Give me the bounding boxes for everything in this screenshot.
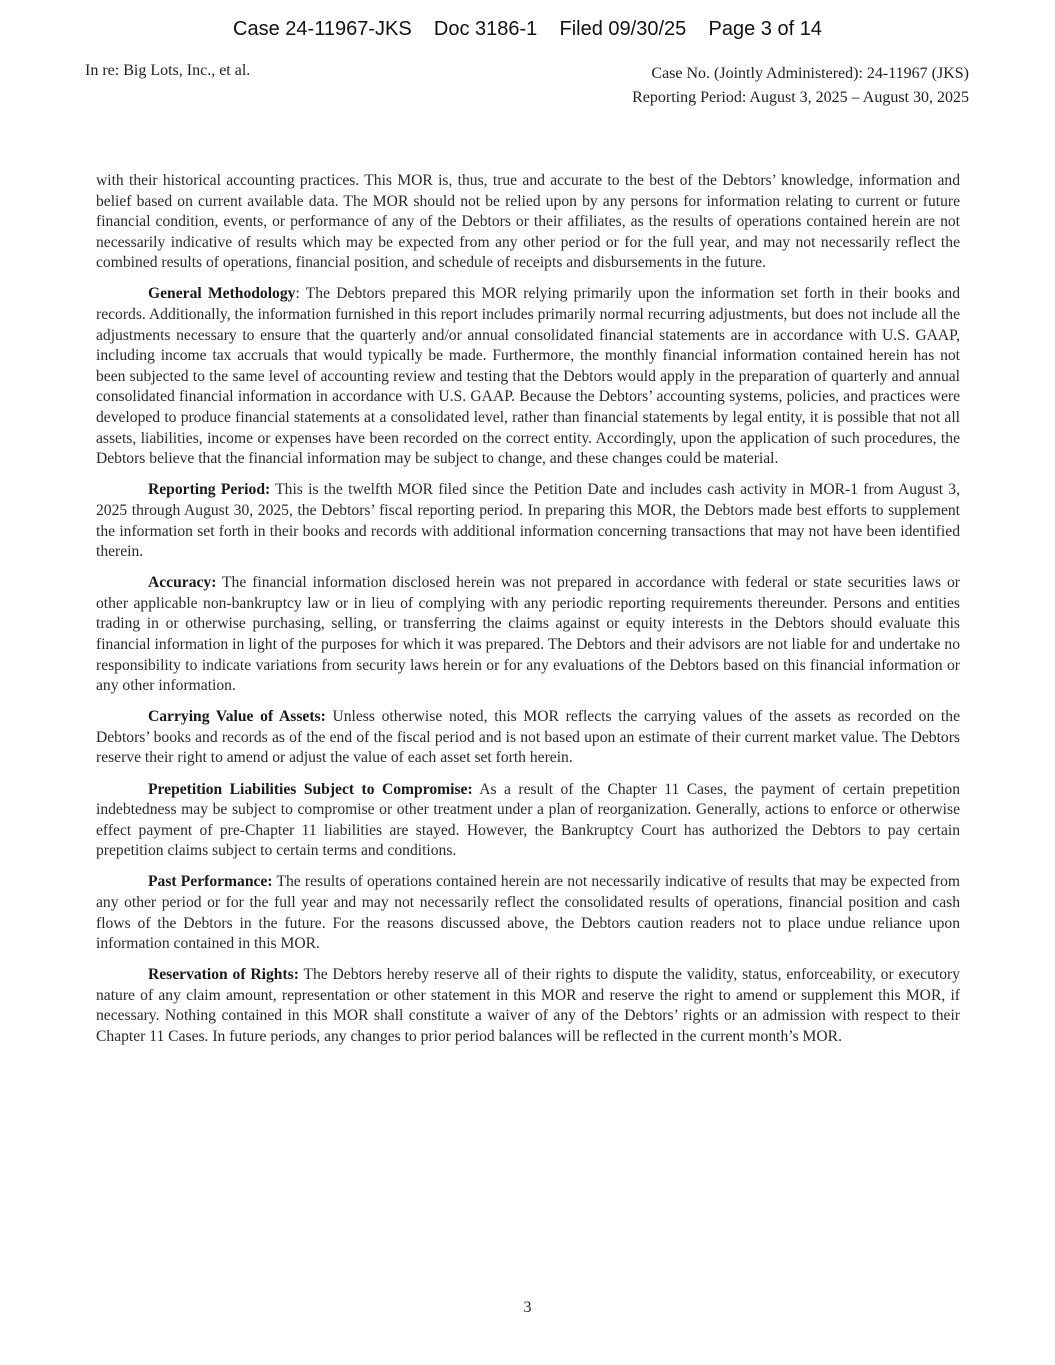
paragraph-text: As a result of the Chapter 11 Cases, the payment of certain prepetition indebtedness may be subject to compromise or other treatment under a plan of reorganization. Generally, actions to enforce or otherwise effect payment of pre-Chapter 11 liabilities are stayed. However, the Bankruptcy Court has authorized the Debtors to pay certain prepetition claims subject to certain terms and conditions.: [96, 780, 960, 860]
paragraph-heading: Past Performance:: [148, 873, 273, 891]
paragraph-text: with their historical accounting practices. This MOR is, thus, true and accurate to the best of the Debtors’ knowledge, information and belief based on current available data. The MOR should not be relied upon by any persons for information relating to current or future financial condition, events, or performance of any of the Debtors or their affiliates, as the results of operations contained herein are not necessarily indicative of results which may be expected from any other period or for the full year, and may not necessarily reflect the combined results of operations, financial position, and schedule of receipts and disbursements in the future.: [96, 172, 960, 272]
paragraph-heading: General Methodology: [148, 285, 296, 303]
paragraph-heading: Prepetition Liabilities Subject to Compromise:: [148, 780, 473, 798]
case-info-header: [632, 62, 969, 110]
paragraph-general-methodology: [96, 284, 960, 469]
page-number: 3: [523, 1299, 532, 1316]
paragraph-text: Unless otherwise noted, this MOR reflects the carrying values of the assets as recorded on the Debtors’ books and records as of the end of the fiscal period and is not based upon an estimate of their current market value. The Debtors reserve their right to amend or adjust the value of each asset set forth herein.: [96, 708, 960, 767]
paragraph-carrying-value: [96, 707, 960, 769]
case-number: Case No. (Jointly Administered): 24-11967 (JKS): [651, 65, 969, 82]
paragraph-continuation: [96, 171, 960, 274]
document-body: [96, 171, 960, 1058]
paragraph-text: The Debtors hereby reserve all of their rights to dispute the validity, status, enforceability, or executory nature of any claim amount, representation or other statement in this MOR and reserve the right to amend or supplement this MOR, if necessary. Nothing contained in this MOR shall constitute a waiver of any of the Debtors’ rights or an admission with respect to their Chapter 11 Cases. In future periods, any changes to prior period balances will be reflected in the current month’s MOR.: [96, 966, 960, 1046]
paragraph-reservation-of-rights: [96, 965, 960, 1047]
paragraph-text: This is the twelfth MOR filed since the Petition Date and includes cash activity in MOR-1 from August 3, 2025 through August 30, 2025, the Debtors’ fiscal reporting period. In preparing this MOR, the Debtors made best efforts to supplement the information set forth in their books and records with additional information concerning transactions that may not have been identified therein.: [96, 481, 960, 561]
paragraph-reporting-period: [96, 480, 960, 562]
paragraph-heading: Reporting Period:: [148, 481, 271, 499]
paragraph-text: The financial information disclosed herein was not prepared in accordance with federal or state securities laws or other applicable non-bankruptcy law or in lieu of complying with any periodic reporting requirements thereunder. Persons and entities trading in or otherwise purchasing, selling, or transferring the claims against or equity interests in the Debtors should evaluate this financial information in light of the purposes for which it was prepared. The Debtors and their advisors are not liable for and undertake no responsibility to indicate variations from security laws herein or for any evaluations of the Debtors based on this financial information or any other information.: [96, 574, 960, 695]
case-caption: In re: Big Lots, Inc., et al.: [85, 62, 251, 79]
reporting-period: Reporting Period: August 3, 2025 – August 30, 2025: [632, 89, 969, 106]
paragraph-heading: Accuracy:: [148, 574, 217, 592]
paragraph-prepetition-liabilities: [96, 780, 960, 862]
paragraph-text: : The Debtors prepared this MOR relying primarily upon the information set forth in their books and records. Additionally, the information furnished in this report includes primarily normal recurring adjustments, but does not include all the adjustments necessary to ensure that the quarterly and/or annual consolidated financial statements are in accordance with U.S. GAAP, including income tax accruals that would typically be made. Furthermore, the monthly financial information contained herein has not been subjected to the same level of accounting review and testing that the Debtors would apply in the preparation of quarterly and annual consolidated financial information in accordance with U.S. GAAP. Because the Debtors’ accounting systems, policies, and practices were developed to produce financial statements at a consolidated level, rather than financial statements by legal entity, it is possible that not all assets, liabilities, income or expenses have been recorded on the correct entity. Accordingly, upon the application of such procedures, the Debtors believe that the financial information may be subject to change, and these changes could be material.: [96, 285, 960, 468]
paragraph-heading: Reservation of Rights:: [148, 966, 299, 984]
paragraph-past-performance: [96, 872, 960, 954]
court-filing-stamp: Case 24-11967-JKS Doc 3186-1 Filed 09/30/25 Page 3 of 14: [233, 18, 822, 40]
paragraph-accuracy: [96, 573, 960, 697]
paragraph-text: The results of operations contained herein are not necessarily indicative of results that may be expected from any other period or for the full year and may not necessarily reflect the consolidated results of operations, financial position and cash flows of the Debtors in the future. For the reasons discussed above, the Debtors caution readers not to place undue reliance upon information contained in this MOR.: [96, 873, 960, 953]
paragraph-heading: Carrying Value of Assets:: [148, 708, 326, 726]
